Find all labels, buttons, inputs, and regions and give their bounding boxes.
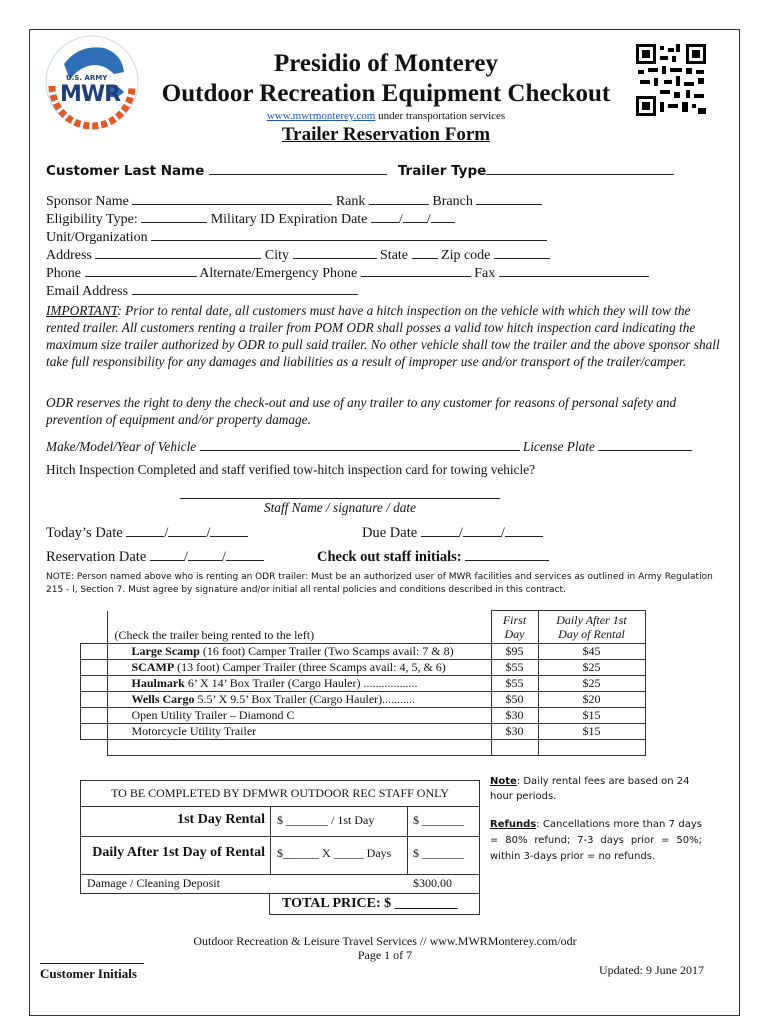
email-field[interactable] bbox=[132, 280, 358, 295]
first-day-price-cell: $95 bbox=[491, 644, 538, 660]
trailer-name: Large Scamp bbox=[131, 644, 200, 658]
zip-label: Zip code bbox=[441, 248, 491, 263]
email-row bbox=[46, 280, 358, 301]
trailer-row bbox=[81, 676, 646, 692]
due-date-row: Due Date / / bbox=[362, 522, 543, 542]
first-day-price-cell: $55 bbox=[491, 676, 538, 692]
customer-initials-label: Customer Initials bbox=[40, 966, 137, 981]
trailer-details: Motorcycle Utility Trailer bbox=[131, 724, 257, 738]
important-text: : Prior to rental date, all customers must have a hitch inspection on the vehicle with which they will tow the rented trailer. All customers renting a trailer from POM ODR shall posses a valid tow hitch inspection card indicating the maximum size trailer authorized by ODR to pull said trailer. No other vehicle shall tow the trailer and the above sponsor shall take full responsibility for any damages and liabilities as a result of improper use and/or transport of the trailer/camper. bbox=[46, 303, 720, 369]
fax-field[interactable] bbox=[499, 262, 649, 277]
first-day-rental-total[interactable]: $ _______ bbox=[413, 813, 464, 827]
note-label: Note bbox=[490, 776, 517, 787]
important-paragraph bbox=[46, 302, 722, 370]
staff-box-divider bbox=[81, 806, 479, 807]
alt-phone-field[interactable] bbox=[361, 262, 471, 277]
instruction-text: (Check the trailer being rented to the left) bbox=[114, 628, 315, 642]
trailer-description-cell bbox=[107, 676, 491, 692]
updated-date: Updated: 9 June 2017 bbox=[599, 963, 704, 977]
reservation-year-field[interactable] bbox=[226, 546, 264, 561]
hitch-question: Hitch Inspection Completed and staff verified tow-hitch inspection card for towing vehicle? bbox=[46, 462, 536, 477]
first-day-rental-calc[interactable]: $ _______ / 1st Day bbox=[277, 813, 375, 827]
state-label: State bbox=[380, 248, 409, 263]
refunds-text: : Cancellations more than 7 days = 80% refund; 7-3 days prior = 50%; within 3-days prior = no refunds. bbox=[490, 819, 702, 862]
trailer-checkbox-cell[interactable] bbox=[81, 644, 108, 660]
blank-cell bbox=[491, 740, 538, 756]
trailer-type-field[interactable] bbox=[486, 160, 674, 175]
customer-last-name-field[interactable] bbox=[209, 160, 387, 175]
instruction-cell bbox=[107, 611, 491, 644]
trailer-description-cell bbox=[107, 724, 491, 740]
trailer-description-cell bbox=[107, 660, 491, 676]
mwr-logo bbox=[44, 34, 140, 130]
logo-top-text: U.S. ARMY bbox=[66, 74, 108, 82]
daily-price-cell: $45 bbox=[538, 644, 645, 660]
checkout-initials-field[interactable] bbox=[465, 546, 549, 561]
daily-price-cell: $15 bbox=[538, 724, 645, 740]
blank-cell bbox=[107, 740, 491, 756]
trailer-details: (13 foot) Camper Trailer (three Scamps avail: 4, 5, & 6) bbox=[174, 660, 446, 674]
address-label: Address bbox=[46, 248, 92, 263]
today-date-row: Today’s Date / / bbox=[46, 522, 248, 542]
vehicle-row bbox=[46, 436, 692, 456]
eligibility-row: Eligibility Type: Military ID Expiration Date / / bbox=[46, 208, 455, 229]
sponsor-name-field[interactable] bbox=[132, 190, 332, 205]
trailer-name: SCAMP bbox=[131, 660, 175, 674]
city-label: City bbox=[264, 248, 290, 263]
trailer-row bbox=[81, 660, 646, 676]
license-plate-label: License Plate bbox=[522, 439, 595, 454]
id-exp-day-field[interactable] bbox=[403, 208, 427, 223]
trailer-checkbox-cell[interactable] bbox=[81, 724, 108, 740]
make-model-label: Make/Model/Year of Vehicle bbox=[46, 439, 197, 454]
trailer-details: 5.5’ X 9.5’ Box Trailer (Cargo Hauler)........... bbox=[194, 692, 416, 706]
first-day-header-line1: First bbox=[502, 613, 527, 627]
staff-signature-label: Staff Name / signature / date bbox=[263, 500, 417, 515]
trailer-row bbox=[81, 708, 646, 724]
daily-fee-note bbox=[490, 774, 702, 804]
trailer-table-blank-row bbox=[81, 740, 646, 756]
daily-price-cell: $20 bbox=[538, 692, 645, 708]
trailer-description-cell bbox=[107, 644, 491, 660]
military-id-exp-label: Military ID Expiration Date bbox=[210, 212, 368, 227]
zip-field[interactable] bbox=[494, 244, 550, 259]
daily-header-line1: Daily After 1st bbox=[556, 613, 627, 627]
trailer-name: Wells Cargo bbox=[131, 692, 195, 706]
trailer-name: Haulmark bbox=[131, 676, 185, 690]
rank-label: Rank bbox=[335, 194, 366, 209]
first-day-price-cell: $50 bbox=[491, 692, 538, 708]
staff-box-vline2 bbox=[407, 806, 408, 874]
blank-cell bbox=[81, 740, 108, 756]
city-field[interactable] bbox=[293, 244, 377, 259]
address-field[interactable] bbox=[95, 244, 261, 259]
unit-org-field[interactable] bbox=[151, 226, 547, 241]
due-year-field[interactable] bbox=[505, 522, 543, 537]
page-title-line2: Outdoor Recreation Equipment Checkout bbox=[161, 80, 611, 107]
eligibility-type-field[interactable] bbox=[141, 208, 207, 223]
first-day-price-cell: $30 bbox=[491, 724, 538, 740]
trailer-details: 6’ X 14’ Box Trailer (Cargo Hauler) .................. bbox=[184, 676, 418, 690]
branch-field[interactable] bbox=[476, 190, 542, 205]
trailer-checkbox-cell[interactable] bbox=[81, 708, 108, 724]
staff-box-vline1 bbox=[270, 806, 271, 874]
first-day-rental-label: 1st Day Rental bbox=[177, 812, 265, 827]
reservation-day-field[interactable] bbox=[188, 546, 222, 561]
note-text: : Daily rental fees are based on 24 hour periods. bbox=[490, 776, 690, 802]
trailer-type-label: Trailer Type bbox=[397, 163, 487, 179]
website-suffix: under transportation services bbox=[375, 110, 506, 122]
email-label: Email Address bbox=[46, 284, 129, 299]
alt-phone-label: Alternate/Emergency Phone bbox=[199, 266, 358, 281]
phone-field[interactable] bbox=[85, 262, 197, 277]
page-title-line1: Presidio of Monterey bbox=[273, 50, 499, 77]
reservation-month-field[interactable] bbox=[150, 546, 184, 561]
trailer-details: Open Utility Trailer – Diamond C bbox=[131, 708, 295, 722]
id-exp-month-field[interactable] bbox=[371, 208, 399, 223]
branch-label: Branch bbox=[432, 194, 473, 209]
customer-last-name-label: Customer Last Name bbox=[46, 163, 205, 179]
trailer-checkbox-cell[interactable] bbox=[81, 692, 108, 708]
staff-box-hline2 bbox=[81, 836, 479, 837]
total-price-label[interactable]: TOTAL PRICE: $ _________ bbox=[282, 896, 458, 911]
customer-initials-field[interactable] bbox=[40, 949, 144, 964]
trailer-details: (16 foot) Camper Trailer (Two Scamps avail: 7 & 8) bbox=[199, 644, 454, 658]
blank-cell bbox=[538, 740, 645, 756]
trailer-table-header bbox=[81, 611, 646, 644]
page-number: Page 1 of 7 bbox=[357, 948, 413, 962]
daily-after-total[interactable]: $ _______ bbox=[413, 846, 464, 860]
trailer-row bbox=[81, 692, 646, 708]
reservation-date-label: Reservation Date bbox=[46, 549, 147, 565]
trailer-row bbox=[81, 644, 646, 660]
note-paragraph: NOTE: Person named above who is renting an ODR trailer: Must be an authorized user of MWR facilities and services as outlined in Army Regulation 215 - l, Section 7. Must agree by signature and/or initial all rental policies and conditions described in this contract. bbox=[46, 572, 713, 595]
today-day-field[interactable] bbox=[168, 522, 206, 537]
trailer-description-cell bbox=[107, 692, 491, 708]
deposit-value: $300.00 bbox=[413, 876, 452, 890]
today-year-field[interactable] bbox=[210, 522, 248, 537]
first-day-price-cell: $55 bbox=[491, 660, 538, 676]
due-day-field[interactable] bbox=[463, 522, 501, 537]
today-date-label: Today’s Date bbox=[46, 525, 123, 541]
logo-main-text: MWR bbox=[60, 82, 121, 107]
due-date-label: Due Date bbox=[362, 525, 418, 541]
qr-code bbox=[636, 44, 706, 116]
checkout-initials-label: Check out staff initials: bbox=[317, 549, 462, 565]
form-title: Trailer Reservation Form bbox=[281, 124, 491, 145]
customer-row bbox=[46, 160, 674, 180]
first-day-header-line2: Day bbox=[504, 627, 525, 641]
refunds-note bbox=[490, 817, 702, 865]
daily-header bbox=[538, 611, 645, 644]
odr-reserves-paragraph: ODR reserves the right to deny the check-out and use of any trailer to any customer for reasons of personal safety and prevention of equipment and/or property damage. bbox=[46, 395, 677, 427]
trailer-checkbox-cell[interactable] bbox=[81, 660, 108, 676]
phone-label: Phone bbox=[46, 266, 81, 281]
daily-price-cell: $25 bbox=[538, 660, 645, 676]
daily-price-cell: $15 bbox=[538, 708, 645, 724]
staff-signature-field[interactable] bbox=[180, 484, 500, 499]
reservation-date-row: Reservation Date / / bbox=[46, 546, 264, 566]
refunds-label: Refunds bbox=[490, 819, 537, 830]
trailer-table bbox=[80, 610, 646, 756]
state-field[interactable] bbox=[412, 244, 438, 259]
make-model-field[interactable] bbox=[200, 436, 520, 451]
qr-code-graphic bbox=[636, 44, 706, 116]
sponsor-name-label: Sponsor Name bbox=[46, 194, 129, 209]
total-price-box bbox=[269, 893, 480, 915]
today-month-field[interactable] bbox=[126, 522, 164, 537]
blank-corner bbox=[81, 611, 108, 644]
checkout-initials-row bbox=[317, 546, 549, 566]
due-month-field[interactable] bbox=[421, 522, 459, 537]
staff-box-heading: TO BE COMPLETED BY DFMWR OUTDOOR REC STAFF ONLY bbox=[111, 786, 449, 800]
daily-after-label: Daily After 1st Day of Rental bbox=[92, 845, 265, 860]
daily-price-cell: $25 bbox=[538, 676, 645, 692]
deposit-label: Damage / Cleaning Deposit bbox=[87, 876, 220, 890]
first-day-header bbox=[491, 611, 538, 644]
important-label: IMPORTANT bbox=[46, 303, 118, 318]
first-day-price-cell: $30 bbox=[491, 708, 538, 724]
license-plate-field[interactable] bbox=[598, 436, 692, 451]
trailer-checkbox-cell[interactable] bbox=[81, 676, 108, 692]
eligibility-type-label: Eligibility Type: bbox=[46, 212, 138, 227]
website-link[interactable]: www.mwrmonterey.com bbox=[266, 110, 376, 122]
daily-after-calc[interactable]: $______ X _____ Days bbox=[277, 846, 392, 860]
staff-completion-box bbox=[80, 780, 480, 894]
trailer-rows bbox=[81, 644, 646, 740]
unit-org-label: Unit/Organization bbox=[46, 230, 148, 245]
id-exp-year-field[interactable] bbox=[431, 208, 455, 223]
website-line bbox=[140, 110, 632, 122]
footer-line: Outdoor Recreation & Leisure Travel Services // www.MWRMonterey.com/odr bbox=[193, 934, 577, 948]
fax-label: Fax bbox=[474, 266, 496, 281]
trailer-row bbox=[81, 724, 646, 740]
trailer-description-cell bbox=[107, 708, 491, 724]
daily-header-line2: Day of Rental bbox=[558, 627, 625, 641]
rank-field[interactable] bbox=[369, 190, 429, 205]
staff-box-hline3 bbox=[81, 874, 479, 875]
